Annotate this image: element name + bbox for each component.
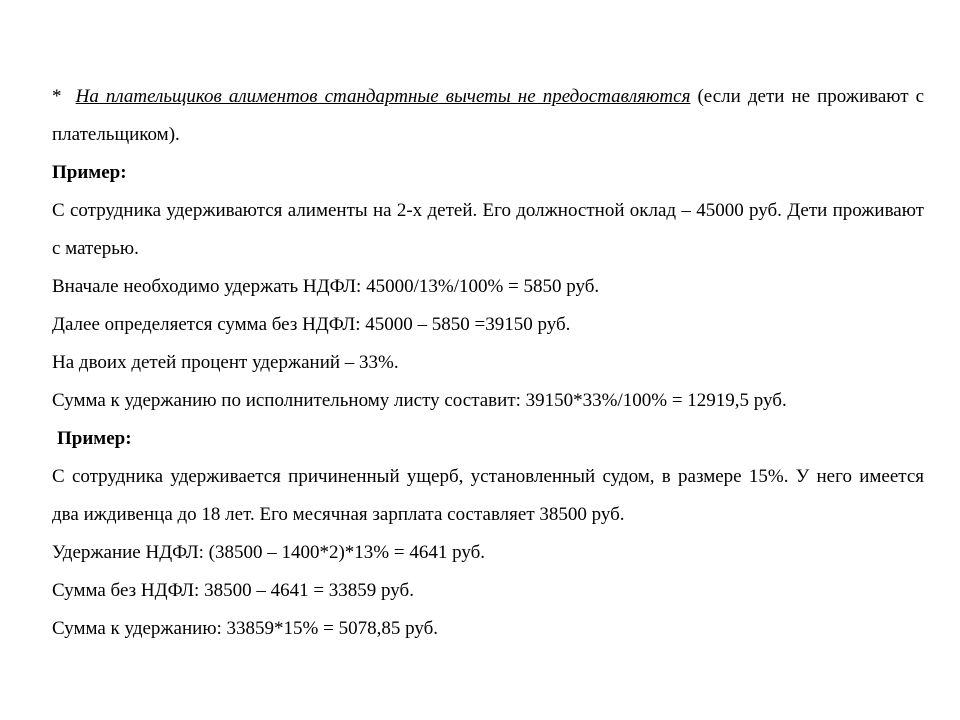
example-2-line: Удержание НДФЛ: (38500 – 1400*2)*13% = 4641 руб. [52,542,486,563]
slide-content [52,78,924,648]
example-2-line: Сумма к удержанию: 33859*15% = 5078,85 руб. [52,618,439,639]
alimony-note [52,78,924,154]
example-1-line: Далее определяется сумма без НДФЛ: 45000 – 5850 =39150 руб. [52,314,571,335]
example-2-line: С сотрудника удерживается причиненный ущерб, установленный судом, в размере 15%. У него имеется два иждивенца до 18 лет. Его месячная зарплата составляет 38500 руб. [52,466,924,525]
example-1-line: На двоих детей процент удержаний – 33%. [52,352,399,373]
note-emphasized-text: На плательщиков алиментов стандартные вычеты не предоставляются [75,86,691,107]
example-1-heading: Пример: [52,162,127,183]
note-asterisk: * [52,86,62,107]
example-1-line: Сумма к удержанию по исполнительному листу составит: 39150*33%/100% = 12919,5 руб. [52,390,787,411]
example-1-line: Вначале необходимо удержать НДФЛ: 45000/13%/100% = 5850 руб. [52,276,600,297]
note-rest-text: (если дети не проживают с плательщиком). [52,86,925,145]
example-1-line: С сотрудника удерживаются алименты на 2-х детей. Его должностной оклад – 45000 руб. Дети проживают с матерью. [52,200,924,259]
example-2-line: Сумма без НДФЛ: 38500 – 4641 = 33859 руб. [52,580,414,601]
example-2-heading: Пример: [57,428,132,449]
